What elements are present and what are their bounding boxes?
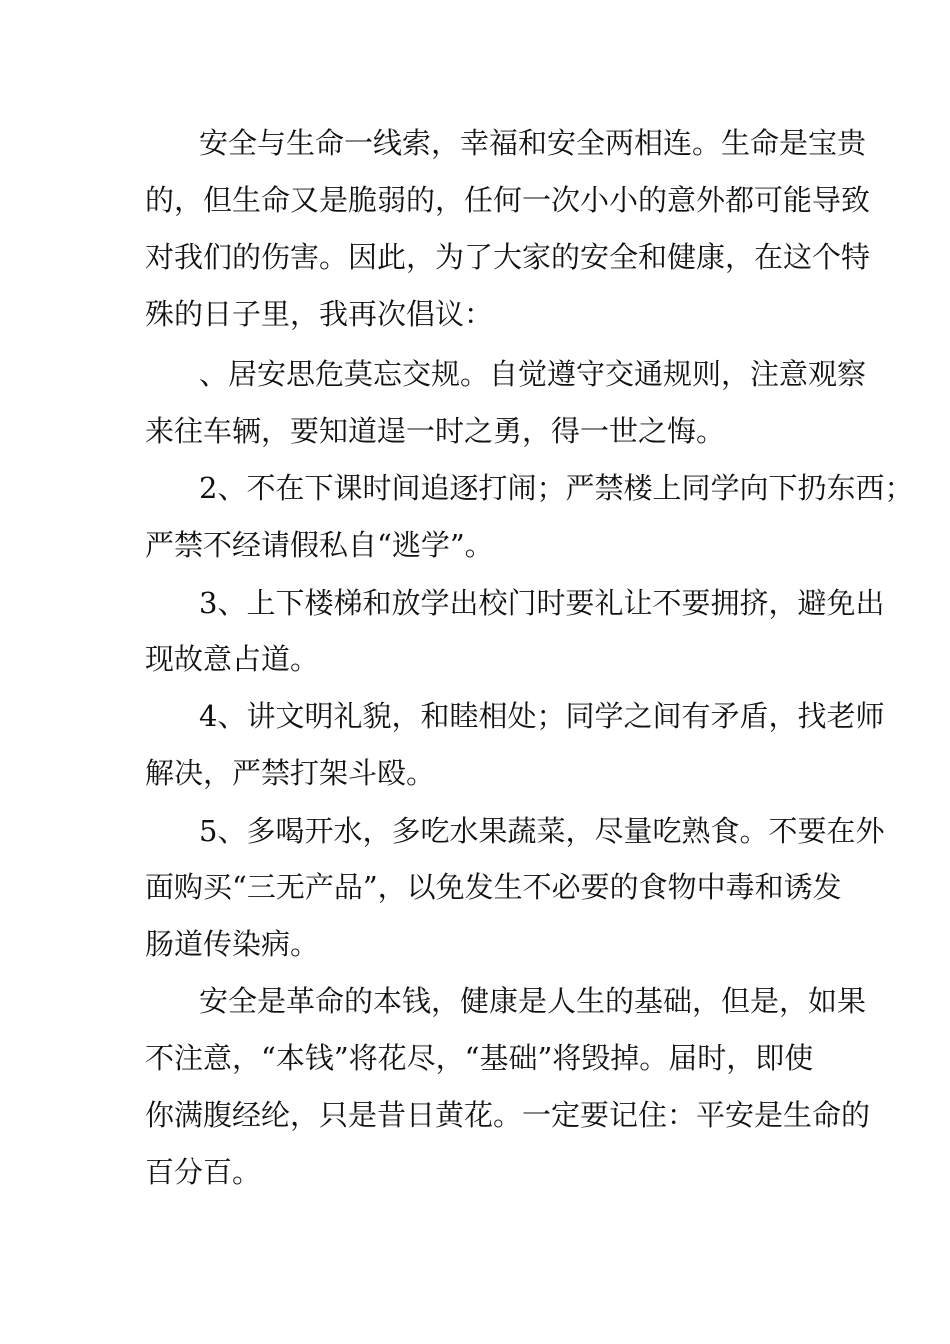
item-5-line-1: 5、多喝开水，多吃水果蔬菜，尽量吃熟食。不要在外 bbox=[199, 814, 885, 848]
item-5-line-3: 肠道传染病。 bbox=[145, 927, 320, 961]
paragraph-1-line-2: 的，但生命又是脆弱的，任何一次小小的意外都可能导致 bbox=[145, 183, 871, 217]
item-5-line-2: 面购买“三无产品”，以免发生不必要的食物中毒和诱发 bbox=[145, 870, 842, 904]
paragraph-1-line-3: 对我们的伤害。因此，为了大家的安全和健康，在这个特 bbox=[145, 240, 871, 274]
closing-line-1: 安全是革命的本钱，健康是人生的基础，但是，如果 bbox=[199, 984, 867, 1018]
item-4-line-2: 解决，严禁打架斗殴。 bbox=[145, 756, 436, 790]
item-2-line-1: 2、不在下课时间追逐打闹；严禁楼上同学向下扔东西； bbox=[199, 471, 914, 505]
item-4-line-1: 4、讲文明礼貌，和睦相处；同学之间有矛盾，找老师 bbox=[199, 699, 885, 733]
item-3-line-1: 3、上下楼梯和放学出校门时要礼让不要拥挤，避免出 bbox=[199, 586, 885, 620]
paragraph-1-line-1: 安全与生命一线索，幸福和安全两相连。生命是宝贵 bbox=[199, 126, 867, 160]
item-1-line-1: 、居安思危莫忘交规。自觉遵守交通规则，注意观察 bbox=[199, 357, 867, 391]
closing-line-2: 不注意，“本钱”将花尽，“基础”将毁掉。届时，即使 bbox=[145, 1041, 814, 1075]
paragraph-1-line-4: 殊的日子里，我再次倡议： bbox=[145, 297, 494, 331]
item-1-line-2: 来往车辆，要知道逞一时之勇，得一世之悔。 bbox=[145, 414, 726, 448]
item-3-line-2: 现故意占道。 bbox=[145, 642, 320, 676]
item-2-line-2: 严禁不经请假私自“逃学”。 bbox=[145, 528, 494, 562]
closing-line-3: 你满腹经纶，只是昔日黄花。一定要记住：平安是生命的 bbox=[145, 1098, 871, 1132]
closing-line-4: 百分百。 bbox=[145, 1155, 262, 1189]
